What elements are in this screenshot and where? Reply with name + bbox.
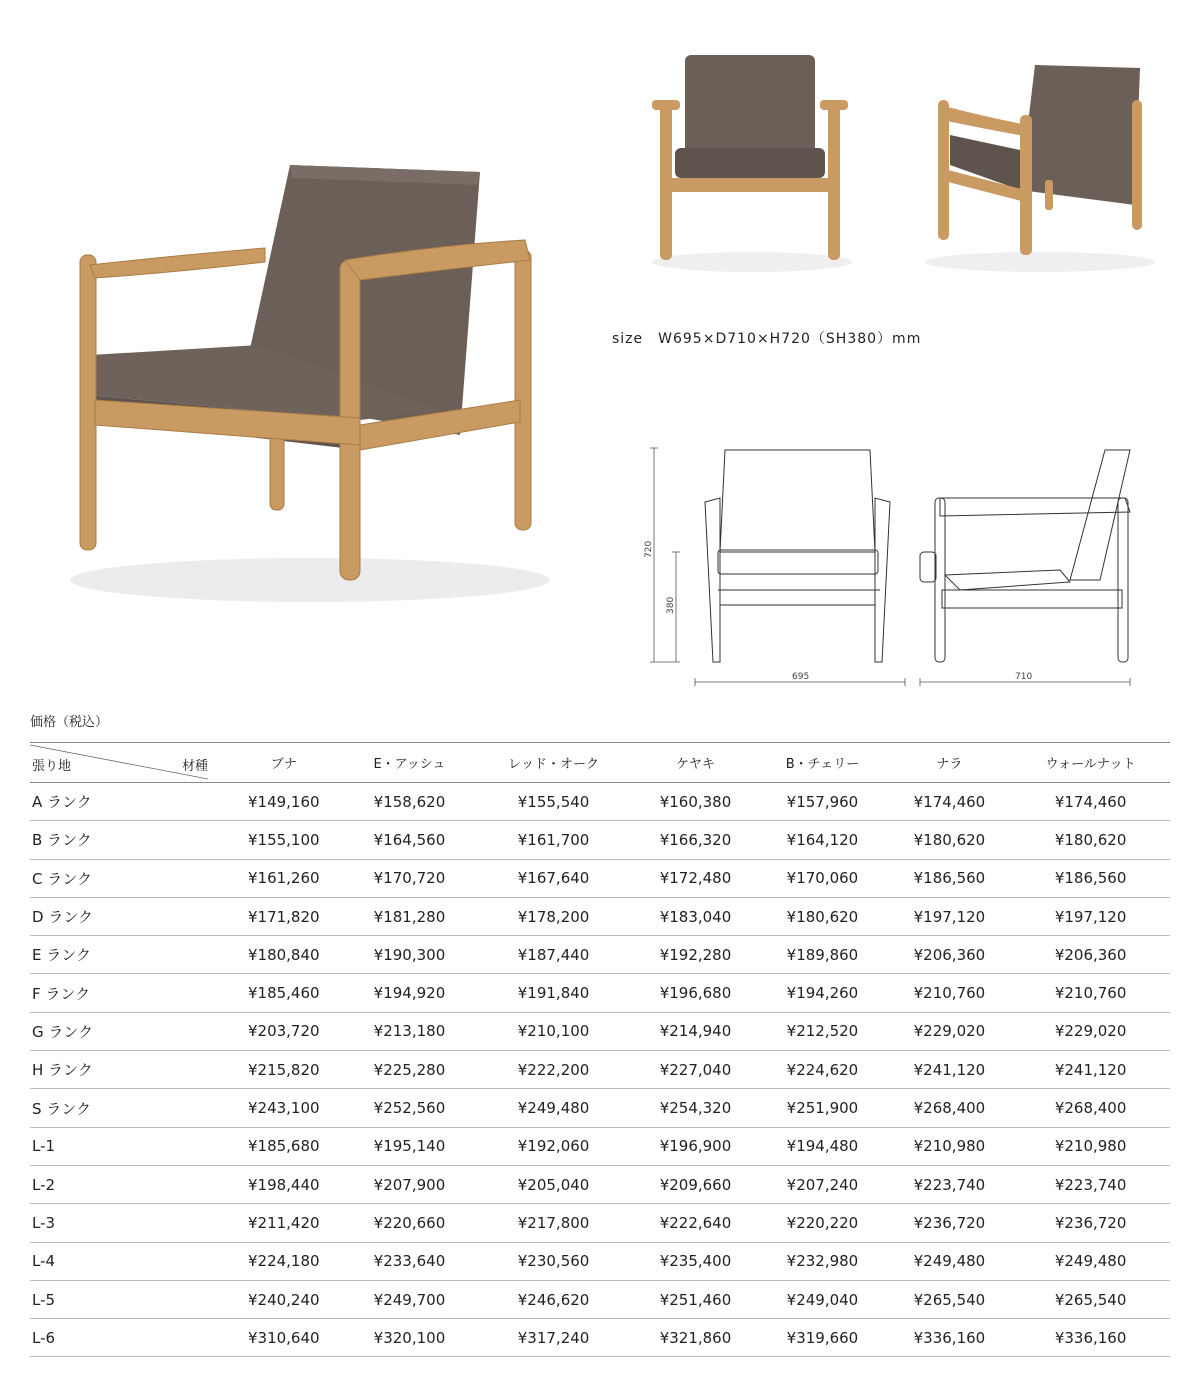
rank-label: F ランク [30,974,222,1012]
rank-label: G ランク [30,1012,222,1050]
price-cell: ¥194,260 [757,974,887,1012]
price-cell: ¥161,700 [473,821,633,859]
price-cell: ¥171,820 [222,897,346,935]
price-cell: ¥207,240 [757,1165,887,1203]
price-cell: ¥222,640 [634,1204,758,1242]
price-cell: ¥214,940 [634,1012,758,1050]
price-cell: ¥192,060 [473,1127,633,1165]
price-cell: ¥317,240 [473,1319,633,1357]
price-cell: ¥174,460 [888,783,1012,821]
price-cell: ¥251,900 [757,1089,887,1127]
price-cell: ¥336,160 [1011,1319,1170,1357]
price-cell: ¥189,860 [757,936,887,974]
price-cell: ¥166,320 [634,821,758,859]
price-cell: ¥194,920 [346,974,474,1012]
price-cell: ¥207,900 [346,1165,474,1203]
price-cell: ¥197,120 [888,897,1012,935]
rank-label: H ランク [30,1051,222,1089]
price-cell: ¥222,200 [473,1051,633,1089]
rank-label: L-6 [30,1319,222,1357]
price-cell: ¥310,640 [222,1319,346,1357]
price-cell: ¥178,200 [473,897,633,935]
table-row [30,783,1170,821]
price-cell: ¥210,760 [888,974,1012,1012]
price-cell: ¥161,260 [222,859,346,897]
chair-main-photo [60,150,560,610]
price-cell: ¥220,660 [346,1204,474,1242]
column-header: ケヤキ [634,743,758,783]
rank-label: L-2 [30,1165,222,1203]
price-cell: ¥194,480 [757,1127,887,1165]
table-row [30,1089,1170,1127]
price-cell: ¥232,980 [757,1242,887,1280]
price-cell: ¥251,460 [634,1280,758,1318]
price-cell: ¥227,040 [634,1051,758,1089]
price-cell: ¥149,160 [222,783,346,821]
price-cell: ¥249,480 [888,1242,1012,1280]
price-cell: ¥225,280 [346,1051,474,1089]
price-cell: ¥236,720 [888,1204,1012,1242]
price-cell: ¥186,560 [1011,859,1170,897]
price-cell: ¥233,640 [346,1242,474,1280]
price-cell: ¥336,160 [888,1319,1012,1357]
price-cell: ¥164,560 [346,821,474,859]
price-cell: ¥265,540 [1011,1280,1170,1318]
price-cell: ¥229,020 [1011,1012,1170,1050]
price-cell: ¥223,740 [888,1165,1012,1203]
price-cell: ¥181,280 [346,897,474,935]
price-cell: ¥254,320 [634,1089,758,1127]
price-cell: ¥212,520 [757,1012,887,1050]
table-row [30,1319,1170,1357]
price-cell: ¥158,620 [346,783,474,821]
price-cell: ¥220,220 [757,1204,887,1242]
price-cell: ¥249,480 [1011,1242,1170,1280]
rank-label: L-5 [30,1280,222,1318]
rank-label: B ランク [30,821,222,859]
price-cell: ¥164,120 [757,821,887,859]
price-cell: ¥167,640 [473,859,633,897]
rank-label: S ランク [30,1089,222,1127]
price-cell: ¥241,120 [1011,1051,1170,1089]
price-cell: ¥268,400 [888,1089,1012,1127]
price-cell: ¥252,560 [346,1089,474,1127]
table-row [30,1127,1170,1165]
table-row [30,1204,1170,1242]
price-cell: ¥230,560 [473,1242,633,1280]
price-cell: ¥160,380 [634,783,758,821]
price-cell: ¥210,100 [473,1012,633,1050]
column-header: レッド・オーク [473,743,633,783]
price-cell: ¥174,460 [1011,783,1170,821]
chair-back-photo [910,40,1165,280]
size-spec: size W695×D710×H720（SH380）mm [612,331,922,347]
price-cell: ¥180,620 [757,897,887,935]
price-cell: ¥170,720 [346,859,474,897]
price-cell: ¥191,840 [473,974,633,1012]
dimension-diagram [630,430,1150,700]
price-cell: ¥157,960 [757,783,887,821]
rank-label: E ランク [30,936,222,974]
column-header: ナラ [888,743,1012,783]
column-header: E・アッシュ [346,743,474,783]
dim-height-total: 720 [644,540,654,558]
price-cell: ¥246,620 [473,1280,633,1318]
price-cell: ¥197,120 [1011,897,1170,935]
price-table [30,742,1170,1357]
chair-front-photo [640,40,865,280]
corner-header [30,743,222,783]
price-cell: ¥320,100 [346,1319,474,1357]
dim-width: 695 [792,672,810,682]
price-cell: ¥240,240 [222,1280,346,1318]
price-cell: ¥206,360 [1011,936,1170,974]
price-cell: ¥190,300 [346,936,474,974]
rank-label: C ランク [30,859,222,897]
price-cell: ¥243,100 [222,1089,346,1127]
rank-label: L-4 [30,1242,222,1280]
table-row [30,897,1170,935]
rank-label: D ランク [30,897,222,935]
price-cell: ¥249,700 [346,1280,474,1318]
rank-label: A ランク [30,783,222,821]
price-cell: ¥210,980 [888,1127,1012,1165]
dim-depth: 710 [1015,672,1033,682]
price-cell: ¥198,440 [222,1165,346,1203]
price-cell: ¥187,440 [473,936,633,974]
price-cell: ¥268,400 [1011,1089,1170,1127]
price-cell: ¥185,460 [222,974,346,1012]
price-cell: ¥229,020 [888,1012,1012,1050]
corner-right-label: 材種 [181,759,208,774]
price-cell: ¥186,560 [888,859,1012,897]
price-cell: ¥217,800 [473,1204,633,1242]
price-cell: ¥321,860 [634,1319,758,1357]
dim-seat-height: 380 [666,596,676,614]
price-cell: ¥224,180 [222,1242,346,1280]
price-cell: ¥180,620 [888,821,1012,859]
price-cell: ¥210,760 [1011,974,1170,1012]
price-cell: ¥211,420 [222,1204,346,1242]
price-cell: ¥215,820 [222,1051,346,1089]
price-cell: ¥196,680 [634,974,758,1012]
price-cell: ¥206,360 [888,936,1012,974]
table-row [30,1242,1170,1280]
price-cell: ¥155,540 [473,783,633,821]
price-cell: ¥155,100 [222,821,346,859]
price-cell: ¥172,480 [634,859,758,897]
price-cell: ¥249,480 [473,1089,633,1127]
price-cell: ¥319,660 [757,1319,887,1357]
price-cell: ¥180,620 [1011,821,1170,859]
rank-label: L-3 [30,1204,222,1242]
price-cell: ¥196,900 [634,1127,758,1165]
column-header: B・チェリー [757,743,887,783]
table-row [30,1051,1170,1089]
price-cell: ¥170,060 [757,859,887,897]
corner-left-label: 張り地 [32,759,72,774]
table-row [30,974,1170,1012]
table-row [30,821,1170,859]
price-cell: ¥192,280 [634,936,758,974]
price-cell: ¥183,040 [634,897,758,935]
price-cell: ¥205,040 [473,1165,633,1203]
table-row [30,1280,1170,1318]
price-cell: ¥210,980 [1011,1127,1170,1165]
price-title: 価格（税込） [30,715,109,730]
table-row [30,1165,1170,1203]
rank-label: L-1 [30,1127,222,1165]
price-cell: ¥241,120 [888,1051,1012,1089]
price-cell: ¥185,680 [222,1127,346,1165]
price-cell: ¥236,720 [1011,1204,1170,1242]
column-header: ブナ [222,743,346,783]
price-cell: ¥224,620 [757,1051,887,1089]
price-cell: ¥180,840 [222,936,346,974]
price-cell: ¥213,180 [346,1012,474,1050]
price-cell: ¥203,720 [222,1012,346,1050]
table-header-row [30,743,1170,783]
price-cell: ¥223,740 [1011,1165,1170,1203]
price-cell: ¥195,140 [346,1127,474,1165]
column-header: ウォールナット [1011,743,1170,783]
price-cell: ¥265,540 [888,1280,1012,1318]
table-row [30,859,1170,897]
table-row [30,936,1170,974]
price-cell: ¥235,400 [634,1242,758,1280]
price-cell: ¥249,040 [757,1280,887,1318]
table-row [30,1012,1170,1050]
price-cell: ¥209,660 [634,1165,758,1203]
